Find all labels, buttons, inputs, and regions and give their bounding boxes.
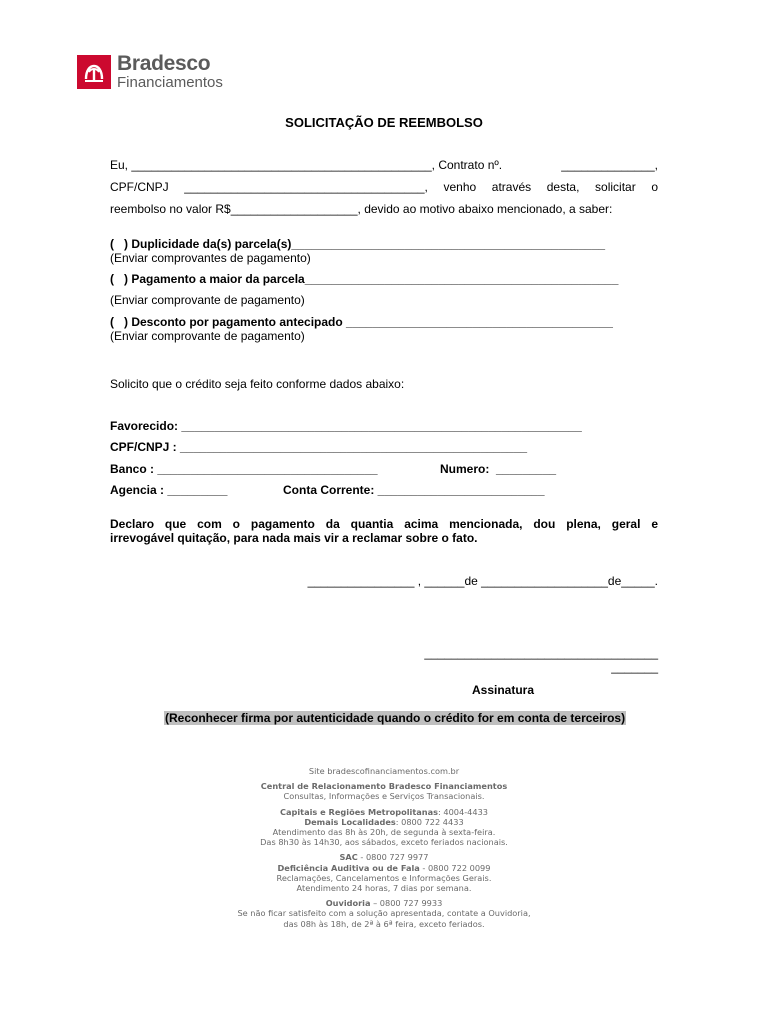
page-title: SOLICITAÇÃO DE REEMBOLSO bbox=[285, 115, 483, 130]
option-pagamento-maior-note: (Enviar comprovante de pagamento) bbox=[110, 293, 305, 307]
contact-footer bbox=[0, 766, 768, 929]
footer-sac-desc: Reclamações, Cancelamentos e Informações Gerais. bbox=[276, 872, 492, 883]
intro-line-2: CPF/CNPJ ____________________________________, venho através desta, solicitar o bbox=[110, 180, 658, 194]
footer-ouvidoria-desc-1: Se não ficar satisfeito com a solução apresentada, contate a Ouvidoria, bbox=[237, 908, 531, 919]
option-duplicidade: ( ) Duplicidade da(s) parcela(s)_______________________________________________ bbox=[110, 237, 606, 251]
contract-number-field: ______________, bbox=[561, 158, 658, 172]
notarize-notice: (Reconhecer firma por autenticidade quando o crédito for em conta de terceiros) bbox=[165, 711, 626, 725]
cpf-cnpj-field: CPF/CNPJ : ____________________________________________________ bbox=[110, 440, 528, 454]
option-desconto: ( ) Desconto por pagamento antecipado ________________________________________ bbox=[110, 315, 613, 329]
conta-corrente-field: Conta Corrente: _________________________ bbox=[283, 483, 545, 497]
footer-hours-2: Das 8h30 às 14h30, aos sábados, exceto feriados nacionais. bbox=[260, 837, 508, 848]
signature-line: ___________________________________ bbox=[424, 646, 658, 660]
brand-logo bbox=[77, 53, 223, 90]
footer-capitais: Capitais e Regiões Metropolitanas: 4004-4433 bbox=[279, 806, 489, 817]
footer-hours-1: Atendimento das 8h às 20h, de segunda à sexta-feira. bbox=[272, 827, 496, 838]
footer-sac-hours: Atendimento 24 horas, 7 dias por semana. bbox=[296, 883, 472, 894]
footer-sac: SAC - 0800 727 9977 bbox=[339, 852, 429, 863]
banco-field: Banco : _________________________________ bbox=[110, 462, 378, 476]
intro-line-3: reembolso no valor R$___________________, devido ao motivo abaixo mencionado, a saber: bbox=[110, 202, 613, 216]
agencia-field: Agencia : _________ bbox=[110, 483, 228, 497]
numero-field: Numero: _________ bbox=[440, 462, 557, 476]
option-desconto-note: (Enviar comprovante de pagamento) bbox=[110, 329, 305, 343]
footer-central-title: Central de Relacionamento Bradesco Financiamentos bbox=[260, 781, 508, 792]
footer-deficiencia: Deficiência Auditiva ou de Fala - 0800 722 0099 bbox=[277, 862, 491, 873]
declaration-line-2: irrevogável quitação, para nada mais vir a reclamar sobre o fato. bbox=[110, 531, 478, 545]
bradesco-tree-logo-icon bbox=[77, 55, 111, 89]
request-text: Solicito que o crédito seja feito conforme dados abaixo: bbox=[110, 377, 405, 391]
footer-ouvidoria-desc-2: das 08h às 18h, de 2ª à 6ª feira, exceto feriados. bbox=[283, 918, 485, 929]
footer-ouvidoria: Ouvidoria – 0800 727 9933 bbox=[325, 898, 443, 909]
date-line: ________________ , ______de ___________________de_____. bbox=[307, 574, 658, 588]
footer-central-desc: Consultas, Informações e Serviços Transacionais. bbox=[283, 791, 485, 802]
brand-subtitle: Financiamentos bbox=[117, 74, 223, 91]
brand-name: Bradesco bbox=[117, 52, 211, 75]
declaration-line-1: Declaro que com o pagamento da quantia acima mencionada, dou plena, geral e bbox=[110, 517, 658, 531]
option-duplicidade-note: (Enviar comprovantes de pagamento) bbox=[110, 251, 311, 265]
footer-demais: Demais Localidades: 0800 722 4433 bbox=[304, 816, 464, 827]
intro-line-1: Eu, _____________________________________________, Contrato nº. bbox=[110, 158, 503, 172]
favorecido-field: Favorecido: ____________________________________________________________ bbox=[110, 419, 582, 433]
footer-site: Site bradescofinanciamentos.com.br bbox=[308, 766, 460, 776]
option-pagamento-maior: ( ) Pagamento a maior da parcela_______________________________________________ bbox=[110, 272, 619, 286]
signature-label: Assinatura bbox=[472, 683, 535, 697]
signature-line-2: _______ bbox=[611, 660, 658, 674]
